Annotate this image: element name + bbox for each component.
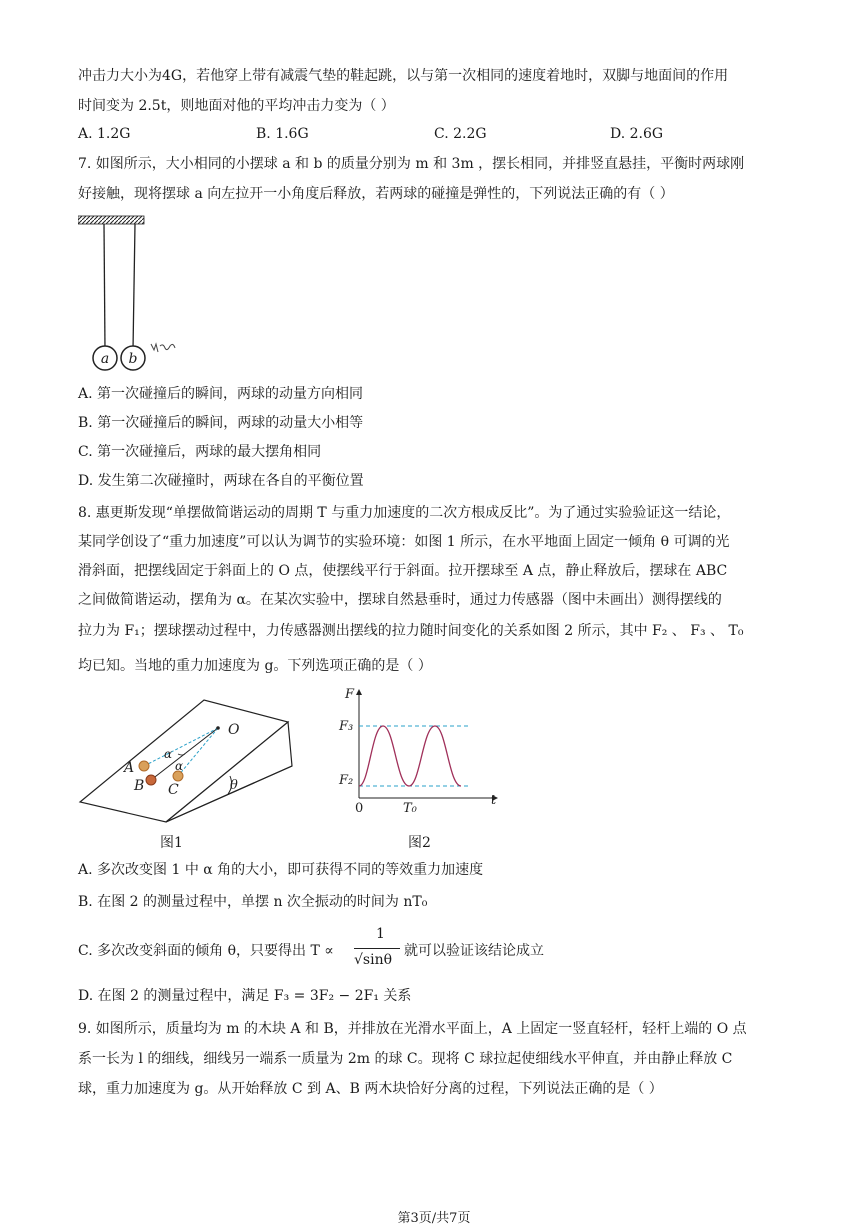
q8-line-1: 8. 惠更斯发现“单摆做简谐运动的周期 T 与重力加速度的二次方根成反比”。为了通过实验验证这一结论， bbox=[78, 505, 731, 521]
q8-option-d: D. 在图 2 的测量过程中，满足 F₃ = 3F₂ − 2F₁ 关系 bbox=[78, 988, 412, 1004]
label-a: A bbox=[124, 760, 135, 776]
q9-line-1: 9. 如图所示，质量均为 m 的木块 A 和 B，并排放在光滑水平面上，A 上固定一竖直轻杆，轻杆上端的 O 点 bbox=[78, 1021, 747, 1037]
q8-option-c-suffix: 就可以验证该结论成立 bbox=[404, 943, 544, 959]
ceiling-hatch bbox=[78, 216, 144, 224]
q7-option-c: C. 第一次碰撞后，两球的最大摆角相同 bbox=[78, 444, 322, 460]
ball-a-label: a bbox=[100, 351, 110, 367]
string-a bbox=[104, 224, 105, 350]
scribble-mark bbox=[151, 344, 175, 352]
q9-line-2: 系一长为 l 的细线，细线另一端系一质量为 2m 的球 C。现将 C 球拉起使细线水平伸直，并由静止释放 C bbox=[78, 1051, 733, 1067]
q8-option-a: A. 多次改变图 1 中 α 角的大小，即可获得不同的等效重力加速度 bbox=[78, 862, 484, 878]
q8-option-b: B. 在图 2 的测量过程中，单摆 n 次全振动的时间为 nT₀ bbox=[78, 894, 428, 910]
force-curve bbox=[359, 726, 461, 786]
q8-option-c bbox=[78, 926, 798, 974]
q6-line-1: 冲击力大小为4G，若他穿上带有减震气垫的鞋起跳，以与第一次相同的速度着地时，双脚与地面间的作用 bbox=[78, 68, 729, 84]
q6-option-a: A. 1.2G bbox=[78, 126, 131, 142]
q8-figure-2-caption: 图2 bbox=[408, 835, 431, 851]
q6-line-2: 时间变为 2.5t，则地面对他的平均冲击力变为（ ） bbox=[78, 98, 395, 114]
f3-label: F₃ bbox=[339, 719, 354, 734]
label-theta: θ bbox=[230, 778, 238, 793]
label-o: O bbox=[228, 722, 240, 738]
y-axis-label: F bbox=[345, 687, 355, 702]
q9-line-3: 球，重力加速度为 g。从开始释放 C 到 A、B 两木块恰好分离的过程，下列说法正确的是（ ） bbox=[78, 1081, 663, 1097]
q7-option-d: D. 发生第二次碰撞时，两球在各自的平衡位置 bbox=[78, 473, 364, 489]
origin-label: 0 bbox=[355, 801, 364, 816]
q6-option-d: D. 2.6G bbox=[610, 126, 664, 142]
q8-figure-1-incline bbox=[78, 690, 308, 825]
q6-option-b: B. 1.6G bbox=[256, 126, 309, 142]
x-axis-label: t bbox=[491, 793, 497, 808]
q8-option-c-denominator: √sinθ bbox=[354, 952, 393, 968]
q8-option-c-numerator: 1 bbox=[376, 926, 385, 942]
q7-option-b: B. 第一次碰撞后的瞬间，两球的动量大小相等 bbox=[78, 415, 364, 431]
q8-line-5: 拉力为 F₁；摆球摆动过程中，力传感器测出摆线的拉力随时间变化的关系如图 2 所示，其中 F₂ 、 F₃ 、 T₀ bbox=[78, 623, 744, 639]
q6-option-c: C. 2.2G bbox=[434, 126, 487, 142]
label-alpha-1: α bbox=[164, 747, 173, 761]
ball-b-label: b bbox=[128, 351, 138, 367]
q8-option-c-prefix: C. 多次改变斜面的倾角 θ，只要得出 T ∝ bbox=[78, 943, 334, 959]
q7-pendulum-figure bbox=[78, 212, 188, 372]
q8-line-2: 某同学创设了“重力加速度”可以认为调节的实验环境：如图 1 所示，在水平地面上固定一倾角 θ 可调的光 bbox=[78, 534, 730, 550]
label-b: B bbox=[134, 778, 145, 794]
q8-line-3: 滑斜面，把摆线固定于斜面上的 O 点，使摆线平行于斜面。拉开摆球至 A 点，静止释放后，摆球在 ABC bbox=[78, 563, 728, 579]
q8-line-4: 之间做简谐运动，摆角为 α。在某次实验中，摆球自然悬垂时，通过力传感器（图中未画出）测得摆线的 bbox=[78, 592, 722, 608]
label-alpha-2: α bbox=[175, 759, 184, 773]
q8-figure-1-caption: 图1 bbox=[160, 835, 183, 851]
string-b bbox=[133, 224, 135, 350]
page-footer: 第3页/共7页 bbox=[397, 1211, 471, 1226]
q7-line-1: 7. 如图所示，大小相同的小摆球 a 和 b 的质量分别为 m 和 3m ，摆长相同，并排竖直悬挂，平衡时两球刚 bbox=[78, 156, 745, 172]
ball-position-a bbox=[139, 761, 149, 771]
f2-label: F₂ bbox=[339, 773, 354, 788]
q7-line-2: 好接触，现将摆球 a 向左拉开一小角度后释放，若两球的碰撞是弹性的，下列说法正确的有（ ） bbox=[78, 186, 674, 202]
label-c: C bbox=[168, 782, 179, 798]
pivot-o bbox=[216, 726, 220, 730]
q8-line-6: 均已知。当地的重力加速度为 g。下列选项正确的是（ ） bbox=[78, 658, 432, 674]
ball-position-b bbox=[146, 775, 156, 785]
q7-option-a: A. 第一次碰撞后的瞬间，两球的动量方向相同 bbox=[78, 386, 364, 402]
t0-label: T₀ bbox=[403, 801, 417, 816]
q8-option-c-fraction-bar bbox=[354, 948, 400, 949]
q8-figure-2-graph bbox=[335, 684, 505, 824]
